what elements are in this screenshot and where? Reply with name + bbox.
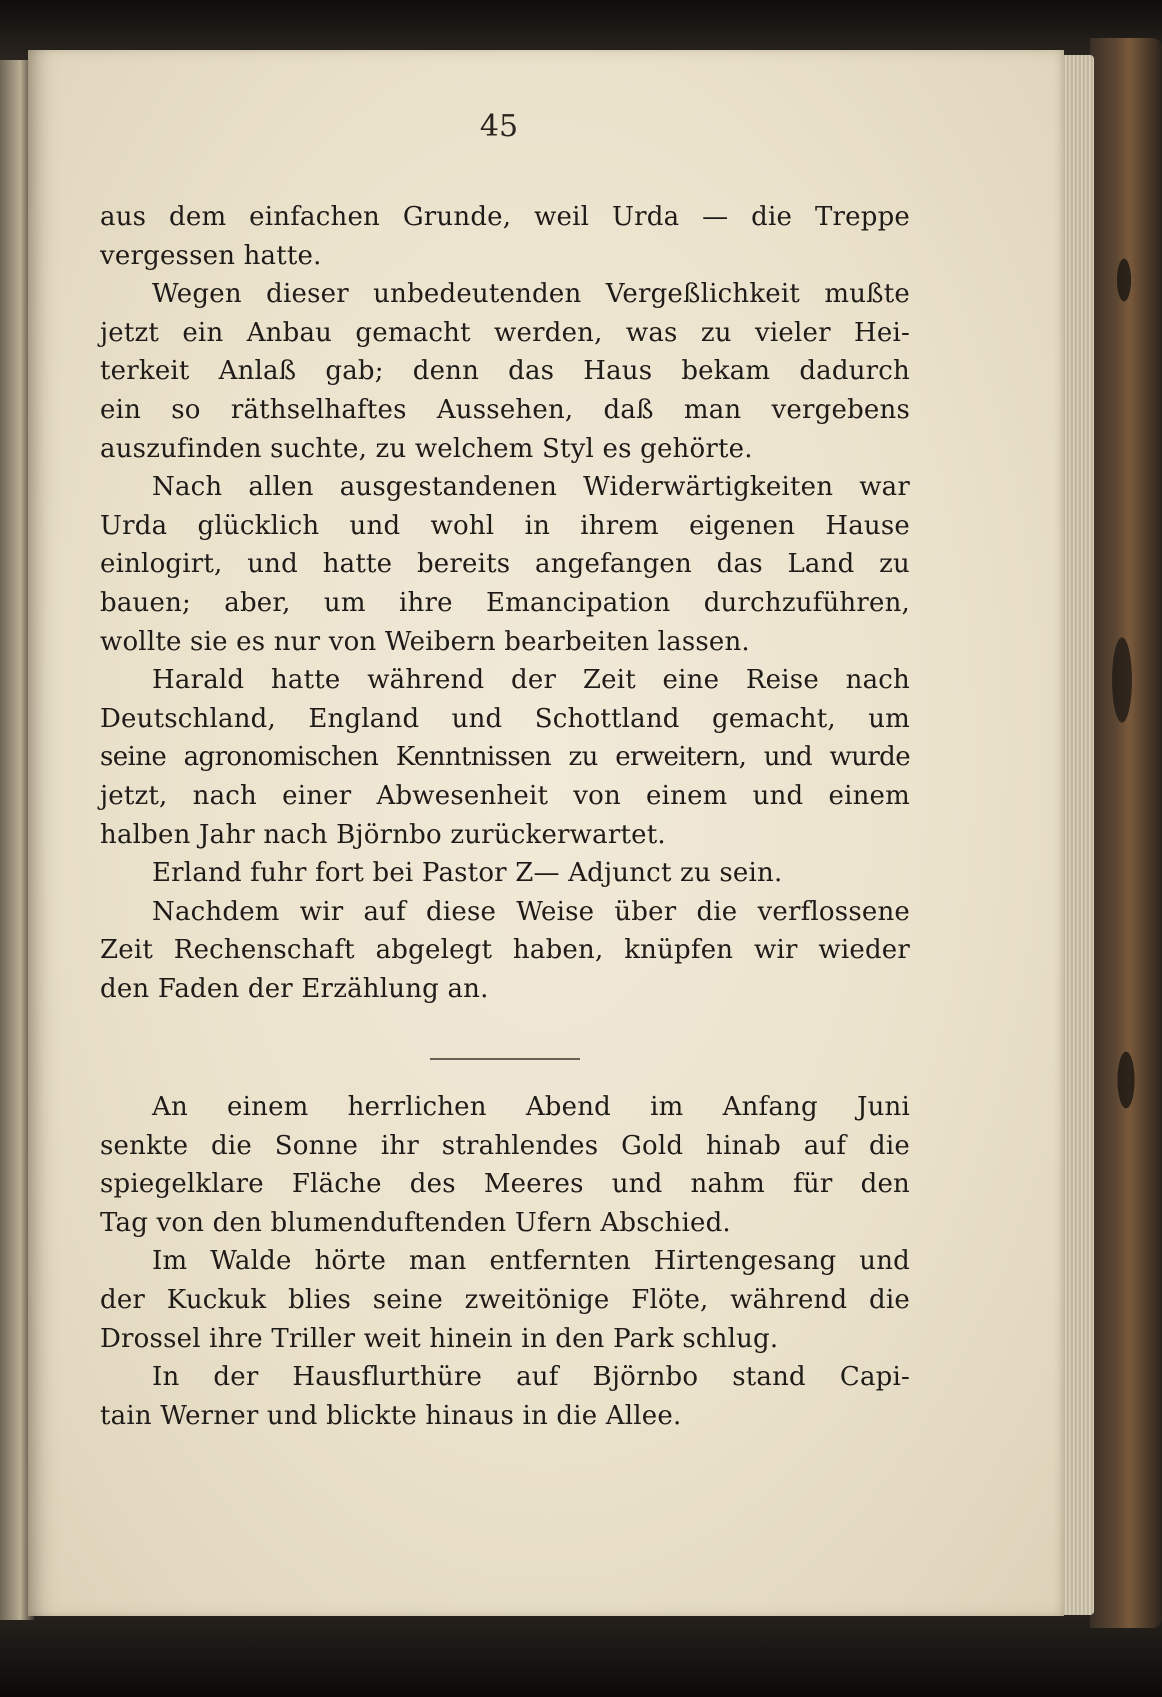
text-line: Drossel ihre Triller weit hinein in den Park schlug. xyxy=(100,1323,779,1354)
text-line: An einem herrlichen Abend im Anfang Juni xyxy=(152,1092,910,1122)
text-line: jetzt ein Anbau gemacht werden, was zu vieler Hei- xyxy=(100,317,910,348)
paragraph xyxy=(100,661,910,854)
text-line: jetzt, nach einer Abwesenheit von einem und einem xyxy=(100,780,910,811)
text-line: terkeit Anlaß gab; denn das Haus bekam dadurch xyxy=(100,356,910,387)
text-block-top xyxy=(100,198,910,1105)
text-line: Urda glücklich und wohl in ihrem eigenen Hause xyxy=(100,510,910,541)
paragraph xyxy=(100,1358,910,1435)
cover-wear-marks xyxy=(1104,180,1144,1430)
text-line: ein so räthselhaftes Aussehen, daß man vergebens xyxy=(100,394,910,425)
separator-rule xyxy=(430,1058,580,1060)
text-line: Im Walde hörte man entfernten Hirtengesang und xyxy=(152,1246,910,1277)
text-line: Nachdem wir auf diese Weise über die verflossene xyxy=(152,896,910,927)
text-line: Wegen dieser unbedeutenden Vergeßlichkeit mußte xyxy=(152,279,910,310)
text-line: senkte die Sonne ihr strahlendes Gold hinab auf die xyxy=(100,1130,910,1161)
text-block-bottom xyxy=(100,1088,910,1435)
paragraph xyxy=(100,1242,910,1358)
text-line: auszufinden suchte, zu welchem Styl es gehörte. xyxy=(100,433,753,464)
text-line: In der Hausflurthüre auf Björnbo stand Capi- xyxy=(152,1362,910,1393)
text-line: spiegelklare Fläche des Meeres und nahm für den xyxy=(100,1169,910,1200)
paragraph xyxy=(100,468,910,661)
text-line: Tag von den blumenduftenden Ufern Abschied. xyxy=(100,1207,731,1238)
text-line: der Kuckuk blies seine zweitönige Flöte, während die xyxy=(100,1284,910,1315)
text-line: Harald hatte während der Zeit eine Reise nach xyxy=(152,665,910,696)
paragraph xyxy=(100,1088,910,1242)
text-line: seine agronomischen Kenntnissen zu erweitern, und wurde xyxy=(100,742,910,773)
text-line: Erland fuhr fort bei Pastor Z— Adjunct zu sein. xyxy=(152,858,783,889)
text-line: Deutschland, England und Schottland gemacht, um xyxy=(100,703,910,734)
text-line: tain Werner und blickte hinaus in die Allee. xyxy=(100,1400,682,1431)
text-line: wollte sie es nur von Weibern bearbeiten lassen. xyxy=(100,626,750,657)
paragraph xyxy=(100,198,910,275)
paragraph xyxy=(100,854,910,893)
text-line: halben Jahr nach Björnbo zurückerwartet. xyxy=(100,819,666,850)
text-line: aus dem einfachen Grunde, weil Urda — die Treppe xyxy=(100,202,910,232)
text-line: Nach allen ausgestandenen Widerwärtigkeiten war xyxy=(152,472,910,503)
page-number: 45 xyxy=(479,109,519,144)
text-line: bauen; aber, um ihre Emancipation durchzuführen, xyxy=(100,587,910,618)
paragraph xyxy=(100,275,910,468)
paragraph xyxy=(100,893,910,1009)
text-line: vergessen hatte. xyxy=(100,240,322,271)
text-line: Zeit Rechenschaft abgelegt haben, knüpfen wir wieder xyxy=(100,935,910,966)
text-line: einlogirt, und hatte bereits angefangen das Land zu xyxy=(100,549,910,580)
text-line: den Faden der Erzählung an. xyxy=(100,973,489,1004)
